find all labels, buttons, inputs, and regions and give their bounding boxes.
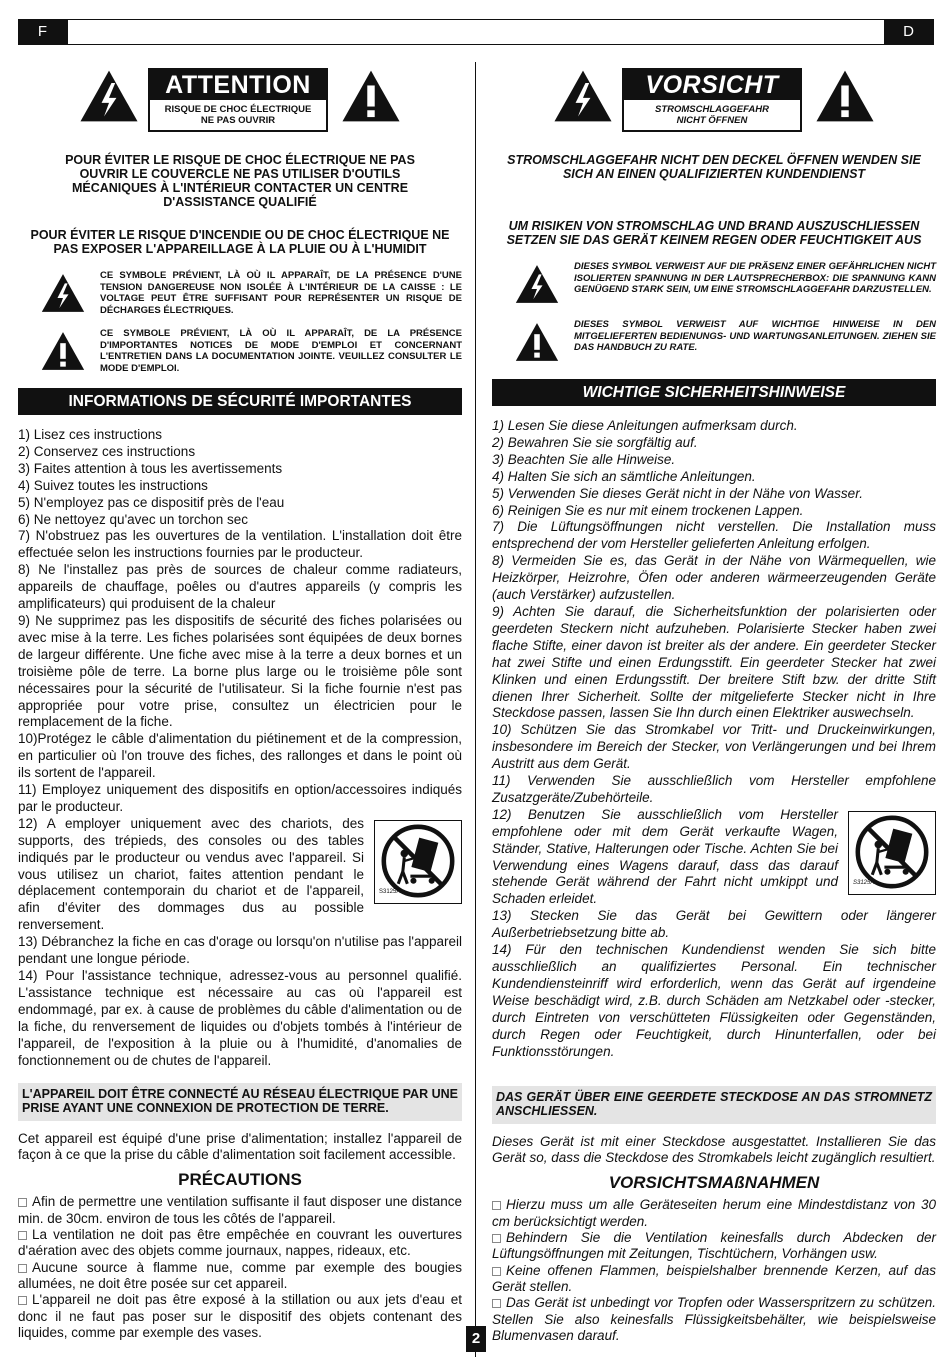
list-item: 9) Achten Sie darauf, die Sicherheitsfunktion der polarisierten oder geerdeten Steckern nicht aufzuheben. Polarisierte Stecker haben zwei flache Stifte, einer davon ist breiter als der andere. Ein geerdeter Stecker hat zwei Stifte und einen Erdungsstift. Ein geerdeter Stecker hat zwei Klinken und einen Erdungsstift. Der breitere Stift bzw. der dritte Stift dienen Ihrer Sicherheit. Sollte der mitgelieferte Stecker nicht in Ihre Steckdose passen, lassen Sie Ihn durch einen Elektriker auswechseln.: [492, 603, 936, 721]
cart-icon-label: S3125A: [379, 888, 401, 895]
warning-subtitle-line2: NICHT ÖFFNEN: [676, 115, 748, 126]
list-item: 6) Ne nettoyez qu'avec un torchon sec: [18, 511, 248, 527]
list-item: Keine offenen Flammen, beispielshalber brennende Kerzen, auf das Gerät stellen.: [492, 1262, 936, 1294]
list-item: 12) A employer uniquement avec des chariots, des supports, des trépieds, des consoles ou des tables indiqués par le producteur ou vendus avec l'appareil. Si vous utilisez un chariot, faites attention pendant le déplacement contemporain du chariot et de l'appareil, afin d'éviter des dommages dus au possible renversement.: [18, 815, 364, 933]
list-item: 2) Bewahren Sie sie sorgfältig auf.: [492, 434, 698, 450]
instructions-symbol-text: CE SYMBOLE PRÉVIENT, LÀ OÙ IL APPARAÎT, DE LA PRÉSENCE D'IMPORTANTES NOTICES DE MODE D'EMPLOI ET CONCERNANT L'ENTRETIEN DANS LA DOCUMENTATION JOINTE. VEUILLEZ CONSULTER LE MODE D'EMPLOI.: [100, 328, 462, 374]
checkbox-bullet-icon: [18, 1231, 27, 1240]
list-item: Hierzu muss um alle Geräteseiten herum eine Mindestdistanz von 30 cm berücksichtigt werden.: [492, 1197, 936, 1229]
exclamation-symbol-icon: [514, 321, 560, 363]
language-label-french: F: [18, 19, 68, 45]
warning-header: [492, 62, 936, 137]
checkbox-bullet-icon: [18, 1264, 27, 1273]
instructions-symbol-note: [492, 319, 936, 365]
list-item: 8) Ne l'installez pas près de sources de chaleur comme radiateurs, appareils de chauffage, poêles ou d'autres appareils (y compris les amplificateurs) qui produisent de la chaleur: [18, 562, 462, 612]
fire-caution-text: UM RISIKEN VON STROMSCHLAG UND BRAND AUSZUSCHLIESSEN SETZEN SIE DAS GERÄT KEINEM REGEN ODER FEUCHTIGKEIT AUS: [506, 219, 922, 247]
list-item: 2) Conservez ces instructions: [18, 443, 196, 459]
voltage-symbol-note: [18, 270, 462, 316]
checkbox-bullet-icon: [18, 1198, 27, 1207]
warning-title: ATTENTION: [150, 70, 326, 100]
list-item: L'appareil ne doit pas être exposé à la stillation ou aux jets d'eau et donc il ne faut pas poser sur le dispositif des objets contenant des liquides, comme par exemple des vases.: [18, 1292, 462, 1340]
list-item: 9) Ne supprimez pas les dispositifs de sécurité des fiches polarisées ou avec mise à la terre. Les fiches polarisées sont équipées de deux bornes de largeur différente. Une fiche avec mise à la terre a deux bornes et un troisième pôle de terre. La borne plus large ou le troisième pôle sont nécessaires pour la sécurité de l'utilisateur. Si la fiche fournie n'est pas appropriée pour votre prise, consultez un électricien pour le remplacement de la fiche.: [18, 612, 462, 730]
voltage-symbol-note: [492, 261, 936, 307]
safety-info-banner: WICHTIGE SICHERHEITSHINWEISE: [492, 379, 936, 406]
list-item: 4) Suivez toutes les instructions: [18, 477, 208, 493]
list-item: 11) Employez uniquement des dispositifs en option/accessoires indiqués par le producteur.: [18, 782, 462, 814]
list-item: 10) Schützen Sie das Stromkabel vor Tritt- und Druckeinwirkungen, insbesondere im Bereich der Stecker, von Verlängerungen und bei Ihrem Austritt aus dem Gerät.: [492, 722, 936, 772]
french-column: [18, 62, 462, 1341]
exclamation-symbol-icon: [40, 330, 86, 372]
warning-label-box: [622, 68, 802, 132]
checkbox-bullet-icon: [492, 1201, 501, 1210]
list-item: 1) Lisez ces instructions: [18, 427, 163, 442]
list-item: 4) Halten Sie sich an sämtliche Anleitungen.: [492, 468, 756, 484]
cart-tip-warning-icon: [848, 811, 936, 895]
list-item: 1) Lesen Sie diese Anleitungen aufmerksam durch.: [492, 418, 798, 433]
list-item: Aucune source à flamme nue, comme par exemple des bougies allumées, ne doit être posée sur cet appareil.: [18, 1259, 462, 1291]
list-item: 7) N'obstruez pas les ouvertures de la ventilation. L'installation doit être effectuée selon les instructions fournies par le producteur.: [18, 528, 462, 561]
list-item: La ventilation ne doit pas être empêchée en couvrant les ouvertures d'aération avec des objets comme journaux, nappes, rideaux, etc.: [18, 1227, 462, 1259]
lightning-symbol-icon: [40, 272, 86, 314]
checkbox-bullet-icon: [492, 1234, 501, 1243]
list-item: Das Gerät ist unbedingt vor Tropfen oder Wasserspritzern zu schützen. Stellen Sie also keinesfalls Flüssigkeitsbehälter, wie beispielsweise Blumenvasen darauf.: [492, 1295, 936, 1343]
lightning-warning-icon: [78, 68, 140, 124]
german-column: [492, 62, 936, 1344]
page-header-bar: [18, 19, 933, 45]
fire-caution-text: POUR ÉVITER LE RISQUE D'INCENDIE OU DE CHOC ÉLECTRIQUE NE PAS EXPOSER L'APPAREILLAGE À LA PLUIE OU À L'HUMIDIT: [30, 228, 450, 256]
warning-subtitle-line2: NE PAS OUVRIR: [200, 115, 276, 126]
exclamation-warning-icon: [340, 68, 402, 124]
list-item: 11) Verwenden Sie ausschließlich vom Hersteller empfohlene Zusatzgeräte/Zubehörteile.: [492, 773, 936, 805]
list-item: 13) Débranchez la fiche en cas d'orage ou lorsqu'on n'utilise pas l'appareil pendant une longue période.: [18, 934, 462, 967]
list-item: 7) Die Lüftungsöffnungen nicht verstellen. Die Installation muss entsprechend der vom Hersteller gelieferten Anleitung erfolgen.: [492, 519, 936, 552]
exclamation-warning-icon: [814, 68, 876, 124]
column-divider: [475, 62, 476, 1357]
grounding-notice: L'APPAREIL DOIT ÊTRE CONNECTÉ AU RÉSEAU ÉLECTRIQUE PAR UNE PRISE AYANT UNE CONNEXION DE PROTECTION DE TERRE.: [18, 1083, 462, 1121]
precautions-heading: PRÉCAUTIONS: [178, 1170, 302, 1190]
warning-subtitle-line1: STROMSCHLAGGEFAHR: [655, 104, 769, 115]
voltage-symbol-text: CE SYMBOLE PRÉVIENT, LÀ OÙ IL APPARAÎT, DE LA PRÉSENCE D'UNE TENSION DANGEREUSE NON ISOLÉE À L'INTÉRIEUR DE LA CAISSE : LE VOLTAGE PEUT ÊTRE SUFFISANT POUR REPRÉSENTER UN RISQUE DE DÉCHARGES ÉLECTRIQUES.: [100, 270, 462, 316]
checkbox-bullet-icon: [492, 1267, 501, 1276]
warning-label-box: [148, 68, 328, 132]
list-item: 10)Protégez le câble d'alimentation du piétinement et de la compression, en particulier où l'on trouve des fiches, des rallonges et dans le point où ils sortent de l'appareil.: [18, 731, 462, 781]
warning-title: VORSICHT: [624, 70, 800, 100]
safety-instructions-list: [492, 418, 936, 1060]
instructions-symbol-note: [18, 328, 462, 374]
cart-icon-label: S3125A: [853, 879, 875, 886]
list-item: 5) N'employez pas ce dispositif près de l'eau: [18, 494, 285, 510]
precautions-heading: VORSICHTSMAßNAHMEN: [608, 1173, 820, 1193]
plug-access-paragraph: Cet appareil est équipé d'une prise d'alimentation; installez l'appareil de façon à ce que la prise du câble d'alimentation soit facilement accessible.: [18, 1131, 462, 1162]
list-item: Afin de permettre une ventilation suffisante il faut disposer une distance min. de 30cm. environ de tous les côtés de l'appareil.: [18, 1194, 462, 1226]
list-item: 3) Beachten Sie alle Hinweise.: [492, 451, 676, 467]
list-item: 14) Für den technischen Kundendienst wenden Sie sich bitte ausschließlich an qualifiziertes Personal. Ein technischer Kundendiensteinriff wird erforderlich, wenn das Gerät auf irgendeine Weise beschädigt wird, z.B. durch Schäden am Netzkabel oder -stecker, durch Eintreten von verschütteten Flüssigkeiten oder Gegenständen, durch Regen oder Feuchtigkeit, durch Hinunterfallen, oder bei Funktionsstörungen.: [492, 942, 936, 1059]
shock-caution-text: STROMSCHLAGGEFAHR NICHT DEN DECKEL ÖFFNEN WENDEN SIE SICH AN EINEN QUALIFIZIERTEN KUNDENDIENST: [507, 153, 921, 181]
list-item: 5) Verwenden Sie dieses Gerät nicht in der Nähe von Wasser.: [492, 485, 863, 501]
instructions-symbol-text: DIESES SYMBOL VERWEIST AUF WICHTIGE HINWEISE IN DEN MITGELIEFERTEN BEDIENUNGS- UND WARTUNGSANLEITUNGEN. ZIEHEN SIE DAS HANDBUCH ZU RATE.: [574, 319, 936, 353]
lightning-warning-icon: [552, 68, 614, 124]
lightning-symbol-icon: [514, 263, 560, 305]
list-item: Behindern Sie die Ventilation keinesfalls durch Abdecken der Lüftungsöffnungen mit Zeitungen, Tischtüchern, Vorhängen usw.: [492, 1230, 936, 1262]
list-item: 3) Faites attention à tous les avertissements: [18, 460, 283, 476]
list-item: 13) Stecken Sie das Gerät bei Gewittern oder längerer Außerbetriebsetzung bitte ab.: [492, 908, 936, 941]
safety-info-banner: INFORMATIONS DE SÉCURITÉ IMPORTANTES: [18, 388, 462, 415]
list-item: 12) Benutzen Sie ausschließlich vom Hersteller empfohlene oder mit dem Gerät verkaufte Wagen, Ständer, Stative, Halterungen oder Tische. Achten Sie bei Verwendung eines Wagens darauf, dass das darauf stehende Gerät während der Fahrt nicht umkippt und Schaden erleidet.: [492, 806, 838, 907]
grounding-notice: DAS GERÄT ÜBER EINE GEERDETE STECKDOSE AN DAS STROMNETZ ANSCHLIESSEN.: [492, 1086, 936, 1124]
language-label-german: D: [884, 19, 934, 45]
safety-instructions-list: [18, 427, 462, 1069]
checkbox-bullet-icon: [18, 1296, 27, 1305]
cart-tip-warning-icon: [374, 820, 462, 904]
list-item: 8) Vermeiden Sie es, das Gerät in der Nähe von Wärmequellen, wie Heizkörper, Heizrohre, Öfen oder anderen wärmeerzeugenden Geräte (auch Verstärker) aufzustellen.: [492, 553, 936, 603]
list-item: 14) Pour l'assistance technique, adressez-vous au personnel qualifié. L'assistance technique est nécessaire au cas où l'appareil est endommagé, par ex. à cause de problèmes du câble d'alimentation ou de la fiche, du renversement de liquides ou d'objets tombés à l'intérieur de l'appareil, de l'exposition à la pluie ou à l'humidité, d'anomalies de fonctionnement ou de chutes de l'appareil.: [18, 968, 462, 1068]
precautions-list: [492, 1197, 936, 1344]
warning-subtitle-line1: RISQUE DE CHOC ÉLECTRIQUE: [164, 104, 312, 115]
plug-access-paragraph: Dieses Gerät ist mit einer Steckdose ausgestattet. Installieren Sie das Gerät so, dass die Steckdose des Stromkabels leicht zugänglich resultiert.: [492, 1134, 936, 1165]
voltage-symbol-text: DIESES SYMBOL VERWEIST AUF DIE PRÄSENZ EINER GEFÄHRLICHEN NICHT ISOLIERTEN SPANNUNG IN DER LAUTSPRECHERBOX: DIE SPANNUNG KANN GENÜGEND STARK SEIN, UM EINE STROMSCHLAGGEFAHR DARZUSTELLEN.: [574, 261, 936, 295]
precautions-list: [18, 1194, 462, 1341]
shock-caution-text: POUR ÉVITER LE RISQUE DE CHOC ÉLECTRIQUE NE PAS OUVRIR LE COUVERCLE NE PAS UTILISER D'OUTILS MÉCANIQUES À L'INTÉRIEUR CONTACTER UN CENTRE D'ASSISTANCE QUALIFIÉ: [65, 153, 415, 209]
checkbox-bullet-icon: [492, 1299, 501, 1308]
list-item: 6) Reinigen Sie es nur mit einem trockenen Lappen.: [492, 502, 804, 518]
warning-header: [18, 62, 462, 137]
page-number: 2: [466, 1326, 486, 1352]
